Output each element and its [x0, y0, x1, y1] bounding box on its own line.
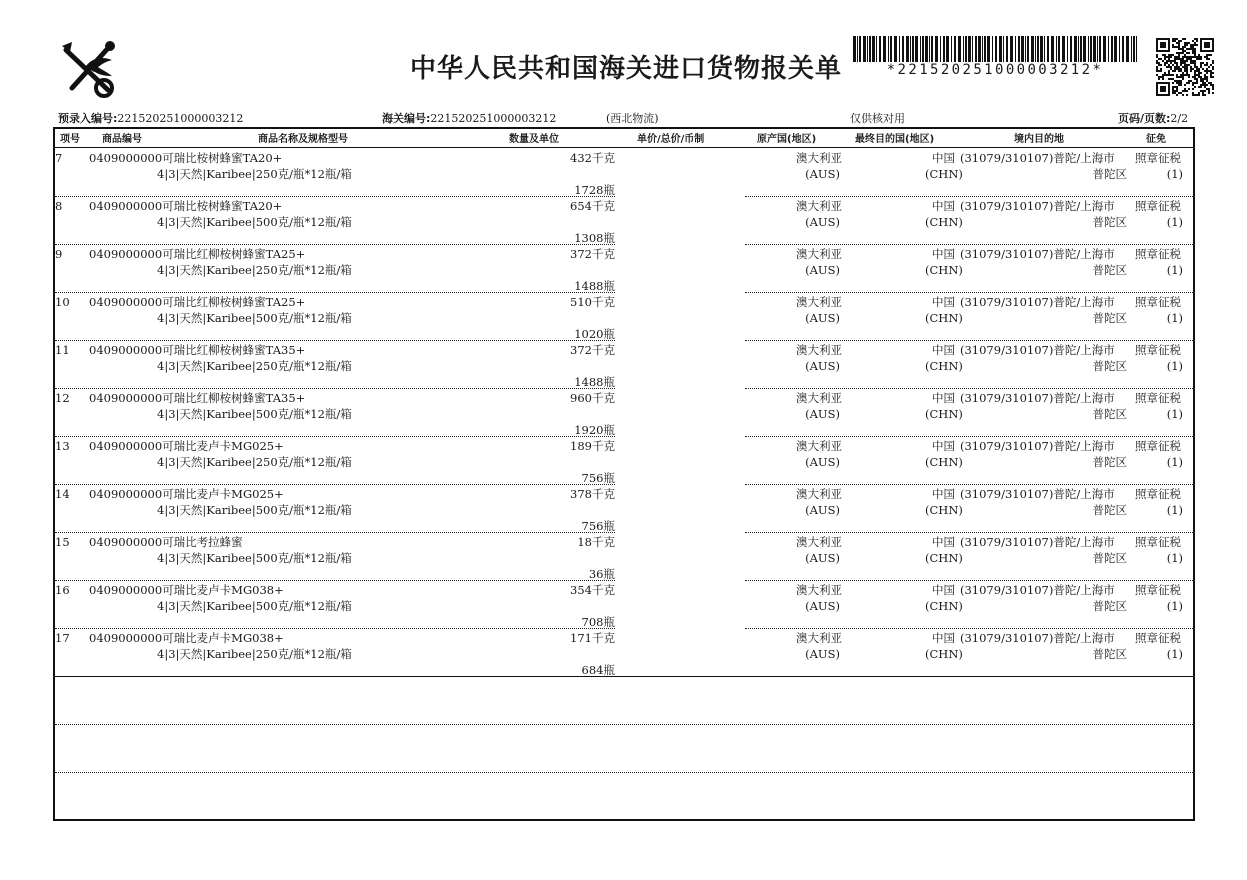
- destination-country: 中国: [932, 535, 955, 549]
- goods-spec: 4|3|天然|Karibee|500克/瓶*12瓶/箱: [157, 551, 352, 565]
- duty-mode: 照章征税: [1135, 487, 1181, 501]
- district: 普陀区: [1092, 167, 1127, 181]
- domestic-destination: (31079/310107)普陀/上海市: [960, 295, 1115, 309]
- quantity: 432千克: [570, 151, 615, 165]
- duty-mode: 照章征税: [1135, 295, 1181, 309]
- duty-mode: 照章征税: [1135, 247, 1181, 261]
- origin-code: (AUS): [805, 311, 840, 325]
- bottle-count: 1020瓶: [574, 327, 615, 341]
- destination-country: 中国: [932, 391, 955, 405]
- quantity: 372千克: [570, 247, 615, 261]
- district: 普陀区: [1092, 407, 1127, 421]
- origin-country: 澳大利亚: [796, 295, 842, 309]
- origin-code: (AUS): [805, 263, 840, 277]
- duty-mode: 照章征税: [1135, 583, 1181, 597]
- goods-spec: 4|3|天然|Karibee|250克/瓶*12瓶/箱: [157, 263, 352, 277]
- destination-country: 中国: [932, 583, 955, 597]
- quantity: 654千克: [570, 199, 615, 213]
- goods-spec: 4|3|天然|Karibee|250克/瓶*12瓶/箱: [157, 455, 352, 469]
- table-row: [55, 485, 1195, 533]
- duty-code: (1): [1166, 551, 1183, 565]
- goods-code-name: 0409000000可瑞比麦卢卡MG038+: [89, 583, 284, 597]
- table-row: [55, 437, 1195, 485]
- goods-spec: 4|3|天然|Karibee|500克/瓶*12瓶/箱: [157, 311, 352, 325]
- duty-mode: 照章征税: [1135, 199, 1181, 213]
- bottle-count: 1920瓶: [574, 423, 615, 437]
- verify-note: 仅供核对用: [850, 112, 905, 125]
- destination-country: 中国: [932, 439, 955, 453]
- goods-spec: 4|3|天然|Karibee|500克/瓶*12瓶/箱: [157, 503, 352, 517]
- district: 普陀区: [1092, 359, 1127, 373]
- table-row: [55, 245, 1195, 293]
- duty-mode: 照章征税: [1135, 535, 1181, 549]
- item-number: 16: [55, 583, 70, 597]
- header-goods-code: 商品编号: [102, 134, 142, 145]
- district: 普陀区: [1092, 503, 1127, 517]
- origin-country: 澳大利亚: [796, 199, 842, 213]
- district: 普陀区: [1092, 455, 1127, 469]
- domestic-destination: (31079/310107)普陀/上海市: [960, 391, 1115, 405]
- destination-code: (CHN): [925, 407, 963, 421]
- item-number: 9: [55, 247, 63, 261]
- quantity: 18千克: [577, 535, 615, 549]
- duty-mode: 照章征税: [1135, 439, 1181, 453]
- origin-country: 澳大利亚: [796, 631, 842, 645]
- domestic-destination: (31079/310107)普陀/上海市: [960, 583, 1115, 597]
- goods-spec: 4|3|天然|Karibee|250克/瓶*12瓶/箱: [157, 359, 352, 373]
- domestic-destination: (31079/310107)普陀/上海市: [960, 247, 1115, 261]
- origin-country: 澳大利亚: [796, 151, 842, 165]
- agent-name: (西北物流): [606, 112, 659, 125]
- origin-country: 澳大利亚: [796, 247, 842, 261]
- origin-code: (AUS): [805, 503, 840, 517]
- table-row: [55, 389, 1195, 437]
- district: 普陀区: [1092, 599, 1127, 613]
- qr-code: [1156, 38, 1214, 96]
- row-divider: [55, 676, 1195, 677]
- district: 普陀区: [1092, 215, 1127, 229]
- item-number: 12: [55, 391, 70, 405]
- origin-country: 澳大利亚: [796, 535, 842, 549]
- customs-emblem-icon: [56, 38, 126, 100]
- item-number: 10: [55, 295, 70, 309]
- header-item-no: 项号: [60, 134, 80, 145]
- duty-code: (1): [1166, 407, 1183, 421]
- bottle-count: 1308瓶: [574, 231, 615, 245]
- item-number: 14: [55, 487, 70, 501]
- goods-code-name: 0409000000可瑞比红柳桉树蜂蜜TA25+: [89, 295, 306, 309]
- domestic-destination: (31079/310107)普陀/上海市: [960, 631, 1115, 645]
- destination-country: 中国: [932, 295, 955, 309]
- destination-code: (CHN): [925, 263, 963, 277]
- header-origin: 原产国(地区): [757, 134, 817, 145]
- blank-row-divider: [55, 724, 1195, 725]
- duty-code: (1): [1166, 599, 1183, 613]
- duty-code: (1): [1166, 263, 1183, 277]
- duty-code: (1): [1166, 215, 1183, 229]
- header-quantity: 数量及单位: [509, 134, 559, 145]
- destination-code: (CHN): [925, 455, 963, 469]
- domestic-destination: (31079/310107)普陀/上海市: [960, 343, 1115, 357]
- origin-code: (AUS): [805, 359, 840, 373]
- destination-code: (CHN): [925, 311, 963, 325]
- quantity: 960千克: [570, 391, 615, 405]
- header-domestic-place: 境内目的地: [1014, 134, 1064, 145]
- goods-code-name: 0409000000可瑞比红柳桉树蜂蜜TA35+: [89, 343, 306, 357]
- quantity: 372千克: [570, 343, 615, 357]
- origin-country: 澳大利亚: [796, 439, 842, 453]
- bottle-count: 756瓶: [581, 519, 615, 533]
- origin-country: 澳大利亚: [796, 391, 842, 405]
- goods-spec: 4|3|天然|Karibee|250克/瓶*12瓶/箱: [157, 647, 352, 661]
- duty-code: (1): [1166, 503, 1183, 517]
- duty-mode: 照章征税: [1135, 151, 1181, 165]
- destination-country: 中国: [932, 247, 955, 261]
- duty-code: (1): [1166, 647, 1183, 661]
- destination-country: 中国: [932, 487, 955, 501]
- goods-code-name: 0409000000可瑞比麦卢卡MG025+: [89, 439, 284, 453]
- blank-row-divider: [55, 772, 1195, 773]
- header-divider: [55, 147, 1195, 148]
- table-row: [55, 341, 1195, 389]
- table-row: [55, 197, 1195, 245]
- goods-code-name: 0409000000可瑞比麦卢卡MG025+: [89, 487, 284, 501]
- quantity: 378千克: [570, 487, 615, 501]
- domestic-destination: (31079/310107)普陀/上海市: [960, 199, 1115, 213]
- destination-country: 中国: [932, 631, 955, 645]
- item-number: 11: [55, 343, 70, 357]
- header-price: 单价/总价/币制: [637, 134, 705, 145]
- table-row: [55, 629, 1195, 677]
- district: 普陀区: [1092, 263, 1127, 277]
- domestic-destination: (31079/310107)普陀/上海市: [960, 439, 1115, 453]
- district: 普陀区: [1092, 311, 1127, 325]
- goods-spec: 4|3|天然|Karibee|500克/瓶*12瓶/箱: [157, 599, 352, 613]
- destination-code: (CHN): [925, 503, 963, 517]
- duty-code: (1): [1166, 311, 1183, 325]
- goods-code-name: 0409000000可瑞比桉树蜂蜜TA20+: [89, 199, 283, 213]
- goods-spec: 4|3|天然|Karibee|500克/瓶*12瓶/箱: [157, 215, 352, 229]
- item-number: 17: [55, 631, 70, 645]
- table-row: [55, 293, 1195, 341]
- pre-entry-number: 预录入编号:221520251000003212: [58, 112, 244, 125]
- header-duty: 征免: [1146, 134, 1166, 145]
- origin-code: (AUS): [805, 167, 840, 181]
- destination-country: 中国: [932, 199, 955, 213]
- origin-code: (AUS): [805, 551, 840, 565]
- duty-mode: 照章征税: [1135, 343, 1181, 357]
- destination-country: 中国: [932, 343, 955, 357]
- item-number: 15: [55, 535, 70, 549]
- domestic-destination: (31079/310107)普陀/上海市: [960, 535, 1115, 549]
- document-title: 中华人民共和国海关进口货物报关单: [410, 54, 843, 84]
- origin-code: (AUS): [805, 407, 840, 421]
- bottle-count: 684瓶: [581, 663, 615, 677]
- origin-country: 澳大利亚: [796, 487, 842, 501]
- duty-code: (1): [1166, 167, 1183, 181]
- bottle-count: 756瓶: [581, 471, 615, 485]
- duty-mode: 照章征税: [1135, 391, 1181, 405]
- header-goods-name: 商品名称及规格型号: [258, 134, 348, 145]
- destination-code: (CHN): [925, 647, 963, 661]
- bottle-count: 1728瓶: [574, 183, 615, 197]
- goods-code-name: 0409000000可瑞比麦卢卡MG038+: [89, 631, 284, 645]
- bottle-count: 1488瓶: [574, 375, 615, 389]
- destination-code: (CHN): [925, 167, 963, 181]
- item-number: 8: [55, 199, 63, 213]
- origin-code: (AUS): [805, 647, 840, 661]
- bottle-count: 1488瓶: [574, 279, 615, 293]
- customs-number: 海关编号:221520251000003212: [382, 112, 557, 125]
- page-count: 页码/页数:2/2: [1118, 112, 1189, 125]
- goods-code-name: 0409000000可瑞比红柳桉树蜂蜜TA35+: [89, 391, 306, 405]
- item-number: 13: [55, 439, 70, 453]
- quantity: 354千克: [570, 583, 615, 597]
- quantity: 510千克: [570, 295, 615, 309]
- table-row: [55, 533, 1195, 581]
- goods-code-name: 0409000000可瑞比桉树蜂蜜TA20+: [89, 151, 283, 165]
- district: 普陀区: [1092, 647, 1127, 661]
- bottle-count: 708瓶: [581, 615, 615, 629]
- bottle-count: 36瓶: [588, 567, 615, 581]
- destination-code: (CHN): [925, 215, 963, 229]
- origin-country: 澳大利亚: [796, 583, 842, 597]
- goods-code-name: 0409000000可瑞比红柳桉树蜂蜜TA25+: [89, 247, 306, 261]
- origin-code: (AUS): [805, 455, 840, 469]
- duty-mode: 照章征税: [1135, 631, 1181, 645]
- origin-country: 澳大利亚: [796, 343, 842, 357]
- goods-code-name: 0409000000可瑞比考拉蜂蜜: [89, 535, 243, 549]
- duty-code: (1): [1166, 455, 1183, 469]
- header-destination: 最终目的国(地区): [855, 134, 935, 145]
- barcode-text: *221520251000003212*: [886, 62, 1104, 78]
- destination-code: (CHN): [925, 599, 963, 613]
- quantity: 189千克: [570, 439, 615, 453]
- quantity: 171千克: [570, 631, 615, 645]
- domestic-destination: (31079/310107)普陀/上海市: [960, 487, 1115, 501]
- destination-code: (CHN): [925, 359, 963, 373]
- origin-code: (AUS): [805, 215, 840, 229]
- domestic-destination: (31079/310107)普陀/上海市: [960, 151, 1115, 165]
- item-number: 7: [55, 151, 63, 165]
- goods-spec: 4|3|天然|Karibee|250克/瓶*12瓶/箱: [157, 167, 352, 181]
- destination-country: 中国: [932, 151, 955, 165]
- table-row: [55, 149, 1195, 197]
- table-row: [55, 581, 1195, 629]
- duty-code: (1): [1166, 359, 1183, 373]
- barcode: [853, 36, 1137, 62]
- destination-code: (CHN): [925, 551, 963, 565]
- origin-code: (AUS): [805, 599, 840, 613]
- district: 普陀区: [1092, 551, 1127, 565]
- goods-spec: 4|3|天然|Karibee|500克/瓶*12瓶/箱: [157, 407, 352, 421]
